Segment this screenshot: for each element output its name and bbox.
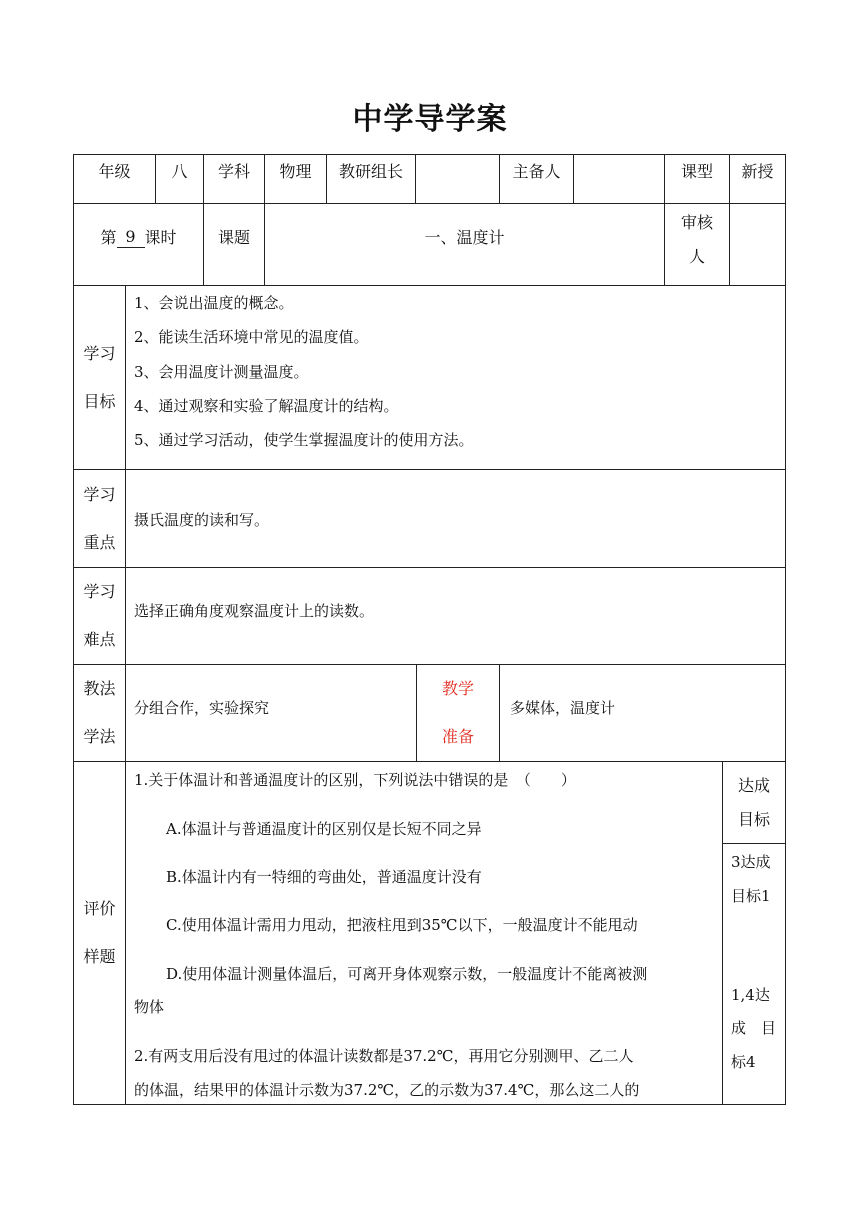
lesson-type-label: 课型 [680, 162, 713, 181]
goal-2-line-2: 成 目 [731, 1019, 777, 1037]
difficulties-text: 选择正确角度观察温度计上的读数。 [134, 602, 375, 620]
objectives-label-line-1: 学习 [83, 343, 116, 363]
methods-label [74, 665, 125, 761]
period-prefix: 第 [100, 228, 117, 247]
question-2: 2.有两支用后没有甩过的体温计读数都是37.2℃，再用它分别测甲、乙二人 [134, 1047, 634, 1065]
assessment-label-line-1: 评价 [83, 899, 116, 918]
key-points-label-line-2: 重点 [83, 532, 116, 552]
objectives-label-line-2: 目标 [83, 391, 116, 411]
goal-2-line-1: 1,4达 [731, 986, 770, 1004]
lesson-type-value: 新授 [741, 162, 774, 181]
question-1-option-d-cont: 物体 [134, 998, 165, 1016]
group-leader-value [416, 155, 499, 189]
goal-header [723, 762, 785, 843]
question-2-cont: 的体温，结果甲的体温计示数为37.2℃，乙的示数为37.4℃，那么这二人的 [134, 1081, 640, 1099]
question-1-option-c: C.使用体温计需用力甩动，把液柱甩到35℃以下，一般温度计不能甩动 [166, 916, 638, 934]
period-suffix: 课时 [144, 228, 177, 247]
question-1: 1.关于体温计和普通温度计的区别，下列说法中错误的是 （ ） [134, 771, 576, 789]
objective-item: 3、会用温度计测量温度。 [134, 363, 309, 381]
preparer-label: 主备人 [512, 162, 561, 181]
preparer-value [574, 155, 664, 189]
methods-label-line-1: 教法 [83, 679, 116, 698]
subject-label: 学科 [217, 162, 250, 181]
prep-label-line-1: 教学 [441, 679, 474, 698]
lesson-period [74, 204, 203, 272]
methods-label-line-2: 学法 [83, 727, 116, 746]
goal-header-line-1: 达成 [737, 775, 770, 795]
difficulties-label [74, 568, 125, 664]
topic-value: 一、温度计 [424, 228, 505, 247]
difficulties-label-line-2: 难点 [83, 630, 116, 649]
objective-item: 5、通过学习活动，使学生掌握温度计的使用方法。 [134, 431, 474, 449]
goal-1-line-1: 3达成 [731, 853, 771, 871]
question-1-option-b: B.体温计内有一特细的弯曲处，普通温度计没有 [166, 868, 482, 886]
goal-1-line-2: 目标1 [731, 887, 771, 905]
question-1-option-d: D.使用体温计测量体温后，可离开身体观察示数，一般温度计不能离被测 [166, 965, 648, 983]
objectives-label [74, 286, 125, 469]
period-number: 9 [117, 228, 145, 247]
key-points-text: 摄氏温度的读和写。 [134, 511, 270, 529]
difficulties-label-line-1: 学习 [83, 582, 116, 601]
grade-label: 年级 [98, 162, 131, 181]
subject-value: 物理 [279, 162, 312, 181]
prep-text: 多媒体，温度计 [510, 699, 616, 717]
page-title: 中学导学案 [352, 102, 508, 137]
prep-label [417, 665, 499, 761]
reviewer-label-line-1: 审核 [680, 213, 713, 232]
group-leader-label: 教研组长 [338, 162, 403, 181]
reviewer-value [730, 204, 785, 285]
key-points-label [74, 470, 125, 567]
reviewer-label [665, 200, 729, 280]
prep-label-line-2: 准备 [441, 727, 474, 746]
assessment-label-line-2: 样题 [83, 947, 116, 966]
goal-2-line-3: 标4 [731, 1053, 756, 1071]
key-points-label-line-1: 学习 [83, 484, 116, 504]
assessment-label [74, 762, 125, 1104]
objective-item: 1、会说出温度的概念。 [134, 294, 294, 312]
goal-header-line-2: 目标 [737, 809, 770, 829]
question-1-option-a: A.体温计与普通温度计的区别仅是长短不同之异 [166, 820, 482, 838]
reviewer-label-line-2: 人 [688, 247, 705, 266]
grade-value: 八 [171, 162, 188, 181]
objective-item: 2、能读生活环境中常见的温度值。 [134, 328, 369, 346]
topic-label: 课题 [217, 228, 250, 247]
objective-item: 4、通过观察和实验了解温度计的结构。 [134, 397, 399, 415]
methods-text: 分组合作，实验探究 [134, 699, 270, 717]
